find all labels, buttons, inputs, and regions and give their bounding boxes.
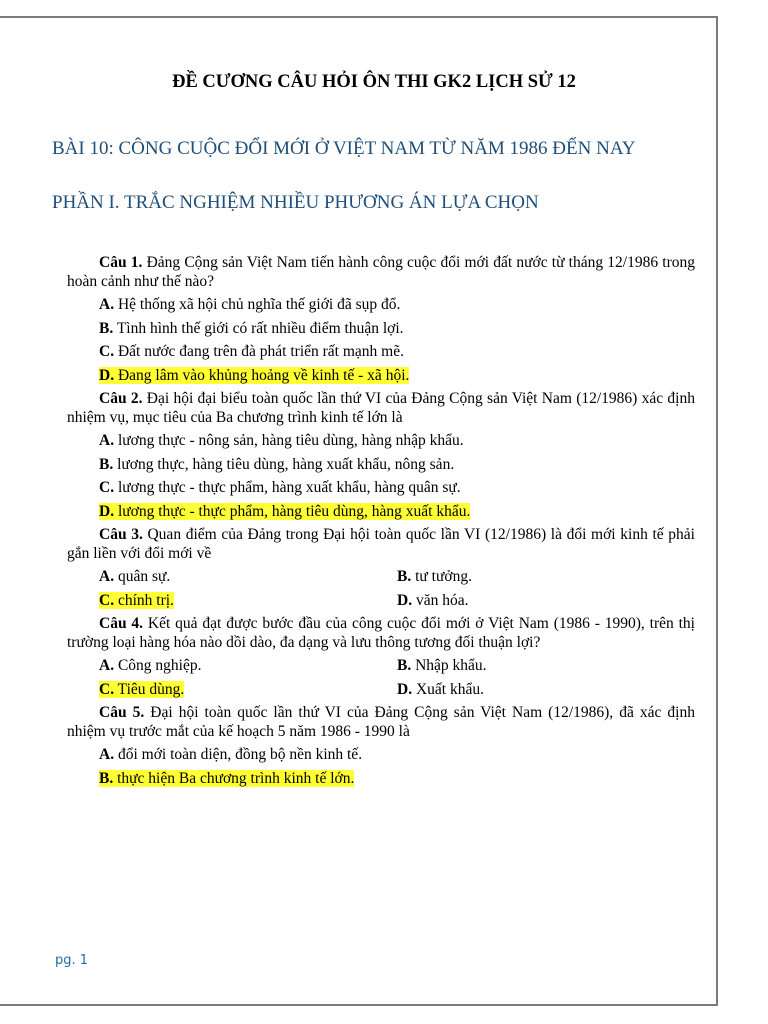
page-number: pg. 1 [55,953,89,968]
question-2-option-a: A. lương thực - nông sản, hàng tiêu dùng, hàng nhập khẩu. [99,432,464,449]
answer-highlight: D. Đang lâm vào khủng hoảng về kinh tế - xã hội. [99,366,410,384]
answer-highlight: C. chính trị. [99,591,174,609]
question-3-option-b: B. tư tưởng. [397,568,472,585]
document-title: ĐỀ CƯƠNG CÂU HỎI ÔN THI GK2 LỊCH SỬ 12 [172,72,576,92]
question-2-option-c: C. lương thực - thực phẩm, hàng xuất khẩu, hàng quân sự. [99,479,461,496]
question-5-option-a: A. đổi mới toàn diện, đồng bộ nền kinh tế. [99,746,363,763]
question-1-option-d-answer [99,366,695,386]
question-4-option-b: B. Nhập khẩu. [397,657,487,674]
question-4: Câu 4. Kết quả đạt được bước đầu của công cuộc đổi mới ở Việt Nam (1986 - 1990), trên thị trường loại hàng hóa nào dồi dào, đa dạng và lưu thông tương đối thuận lợi? [67,615,695,651]
question-4-option-a: A. Công nghiệp. [99,657,202,674]
lesson-heading: BÀI 10: CÔNG CUỘC ĐỔI MỚI Ở VIỆT NAM TỪ NĂM 1986 ĐẾN NAY [52,138,636,159]
answer-highlight: B. thực hiện Ba chương trình kinh tế lớn. [99,769,355,787]
question-4-option-c-answer [99,680,397,700]
question-4-option-d: D. Xuất khẩu. [397,680,484,698]
question-1-option-a: A. Hệ thống xã hội chủ nghĩa thế giới đã sụp đổ. [99,296,401,313]
answer-highlight: D. lương thực - thực phẩm, hàng tiêu dùng, hàng xuất khẩu. [99,502,471,520]
question-1-option-b: B. Tình hình thế giới có rất nhiều điểm thuận lợi. [99,319,404,337]
section-heading: PHẦN I. TRẮC NGHIỆM NHIỀU PHƯƠNG ÁN LỰA CHỌN [52,192,539,213]
question-3-option-a: A. quân sự. [99,568,171,585]
question-1-option-c: C. Đất nước đang trên đà phát triển rất mạnh mẽ. [99,343,404,360]
question-4-options-row-1 [99,656,695,676]
question-1: Câu 1. Đảng Cộng sản Việt Nam tiến hành công cuộc đổi mới đất nước từ tháng 12/1986 trong hoàn cảnh như thế nào? [67,254,695,290]
question-2-option-d-answer [99,502,695,522]
question-4-options-row-2 [99,680,695,700]
question-5-option-b-answer [99,769,695,789]
question-list [67,253,695,792]
question-3-option-d: D. văn hóa. [397,591,469,609]
question-3: Câu 3. Quan điểm của Đảng trong Đại hội toàn quốc lần VI (12/1986) là đổi mới kinh tế phải gắn liền với đổi mới về [67,526,695,562]
question-3-option-c-answer [99,591,397,611]
question-2-option-b: B. lương thực, hàng tiêu dùng, hàng xuất khẩu, nông sản. [99,455,455,473]
question-3-options-row-2 [99,591,695,611]
question-3-options-row-1 [99,567,695,587]
question-2: Câu 2. Đại hội đại biểu toàn quốc lần thứ VI của Đảng Cộng sản Việt Nam (12/1986) xác định nhiệm vụ, mục tiêu của Ba chương trình kinh tế lớn là [67,390,695,426]
answer-highlight: C. Tiêu dùng. [99,680,185,698]
question-5: Câu 5. Đại hội toàn quốc lần thứ VI của Đảng Cộng sản Việt Nam (12/1986), đã xác định nhiệm vụ trước mắt của kế hoạch 5 năm 1986 - 1990 là [67,704,695,740]
